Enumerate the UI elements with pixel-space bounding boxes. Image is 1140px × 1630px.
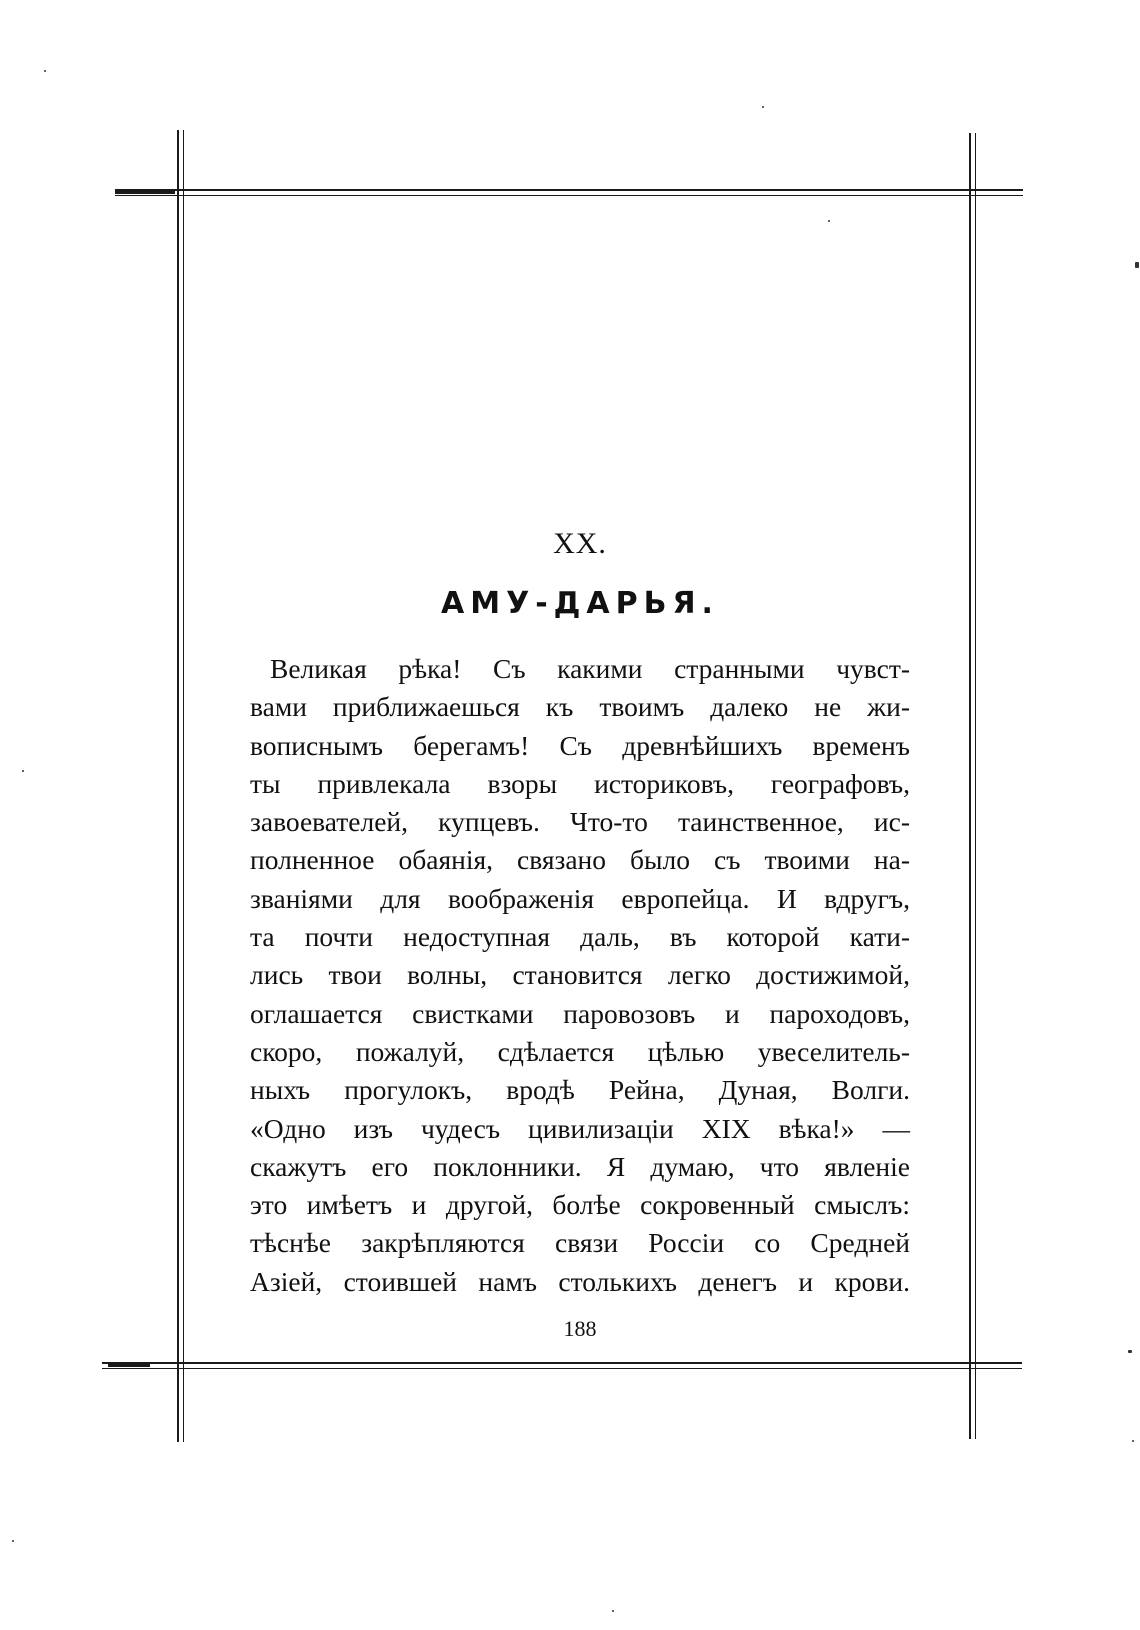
frame-top-rule-outer bbox=[115, 189, 1023, 191]
chapter-number: XX. bbox=[553, 527, 607, 560]
scan-speck bbox=[1128, 1350, 1132, 1353]
page-number: 188 bbox=[563, 1316, 597, 1341]
scan-speck bbox=[1135, 262, 1139, 268]
text-line: вами приближаешься къ твоимъ далеко не жи- bbox=[250, 691, 910, 723]
text-line: та почти недоступная даль, въ которой кати- bbox=[250, 921, 910, 953]
frame-left-rule-outer bbox=[177, 130, 179, 1442]
frame-top-rule-thick bbox=[115, 191, 175, 194]
frame-right-rule-inner bbox=[975, 133, 976, 1439]
text-line: завоевателей, купцевъ. Что-то таинственное, ис- bbox=[250, 806, 910, 838]
text-line: скоро, пожалуй, сдѣлается цѣлью увеселитель- bbox=[250, 1035, 910, 1067]
frame-bottom-rule-inner bbox=[102, 1368, 1022, 1369]
text-line: скажутъ его поклонники. Я думаю, что явленіе bbox=[250, 1150, 910, 1182]
text-line: Великая рѣка! Съ какими странными чувст- bbox=[270, 653, 910, 684]
chapter-title: АМУ-ДАРЬЯ. bbox=[441, 586, 719, 621]
text-line: ныхъ прогулокъ, вродѣ Рейна, Дуная, Волги. bbox=[250, 1074, 910, 1106]
frame-left-rule-inner bbox=[183, 130, 184, 1442]
text-line: тѣснѣе закрѣпляются связи Россіи со Средней bbox=[250, 1227, 910, 1259]
scan-speck bbox=[1132, 1440, 1134, 1442]
scan-speck bbox=[612, 1610, 614, 1612]
text-line: Азіей, стоившей намъ столькихъ денегъ и крови. bbox=[250, 1265, 910, 1297]
frame-bottom-rule-outer bbox=[102, 1362, 1022, 1364]
text-line: званіями для воображенія европейца. И вдругъ, bbox=[250, 882, 910, 914]
text-line: вописнымъ берегамъ! Съ древнѣйшихъ временъ bbox=[250, 729, 910, 761]
scan-speck bbox=[828, 220, 830, 222]
scan-speck bbox=[22, 770, 24, 772]
frame-top-rule-inner bbox=[115, 195, 1023, 196]
text-line: полненное обаянія, связано было съ твоими на- bbox=[250, 844, 910, 876]
text-line: ты привлекала взоры историковъ, географовъ, bbox=[250, 767, 910, 799]
text-line: оглашается свистками паровозовъ и пароходовъ, bbox=[250, 997, 910, 1029]
scan-speck bbox=[44, 70, 46, 72]
body-text bbox=[250, 650, 910, 1301]
frame-right-rule-outer bbox=[969, 133, 971, 1439]
scan-speck bbox=[12, 1540, 14, 1542]
text-line: «Одно изъ чудесъ цивилизаціи XIX вѣка!» — bbox=[250, 1112, 910, 1144]
text-line: лись твои волны, становится легко достижимой, bbox=[250, 959, 910, 991]
text-line: это имѣетъ и другой, болѣе сокровенный смыслъ: bbox=[250, 1189, 910, 1221]
frame-bottom-rule-thick bbox=[108, 1363, 150, 1367]
scan-speck bbox=[762, 106, 764, 108]
